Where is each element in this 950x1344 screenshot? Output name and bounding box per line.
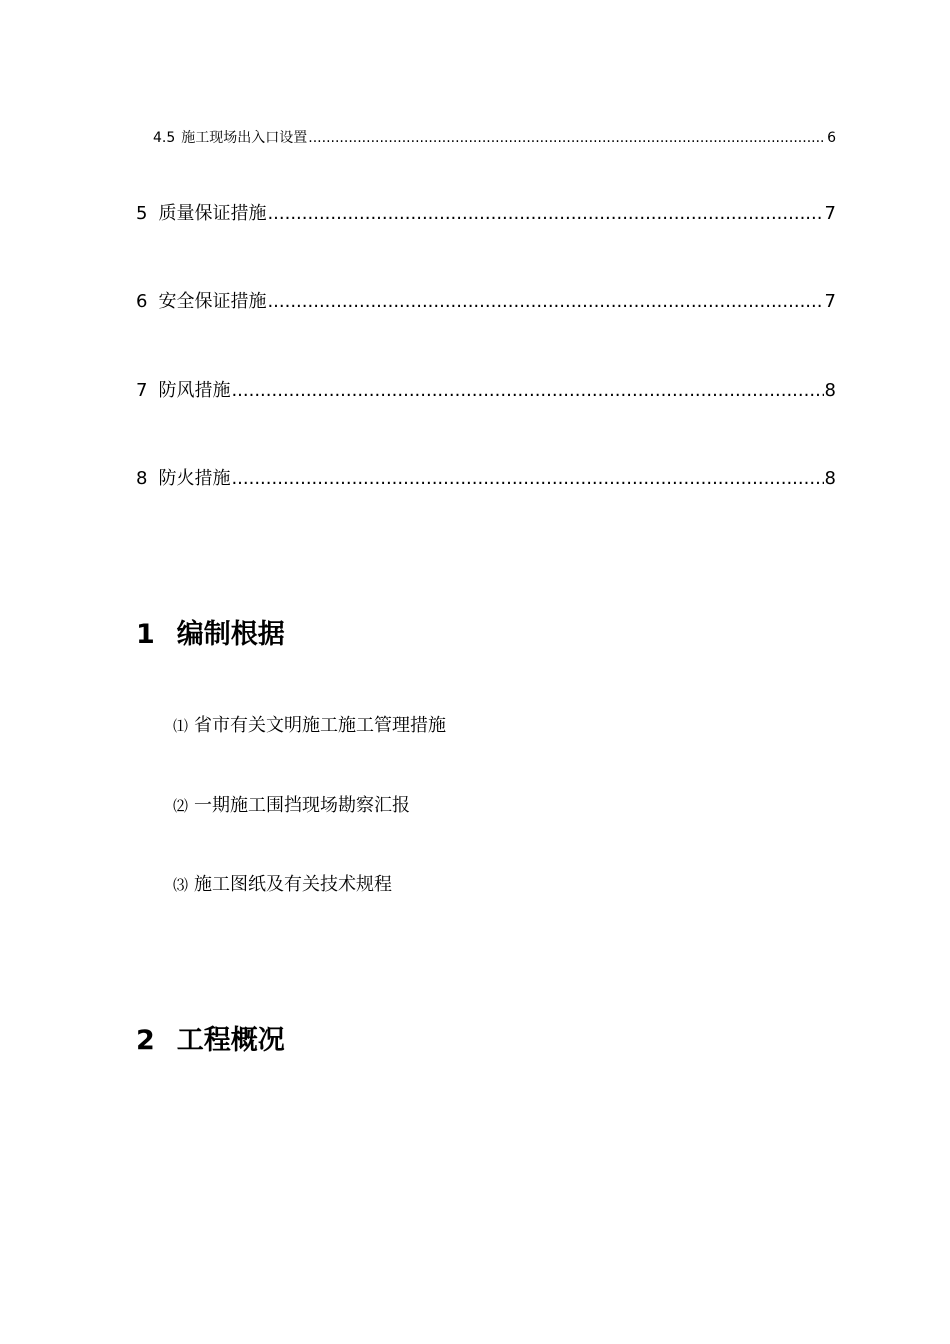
section-2-heading bbox=[136, 1018, 285, 1057]
toc-entry-page: 6 bbox=[827, 130, 836, 146]
toc-entry-page: 8 bbox=[824, 380, 836, 401]
toc-entry-6[interactable] bbox=[136, 287, 836, 313]
toc-entry-page: 7 bbox=[824, 291, 836, 312]
toc-entry-5[interactable] bbox=[136, 199, 836, 225]
toc-entry-title: 施工现场出入口设置 bbox=[181, 130, 308, 146]
toc-dot-leader bbox=[231, 380, 823, 401]
toc-entry-title: 质量保证措施 bbox=[158, 203, 267, 224]
toc-dot-leader bbox=[267, 291, 823, 312]
list-item bbox=[173, 870, 392, 896]
toc-dot-leader bbox=[267, 203, 823, 224]
list-item-text: 一期施工围挡现场勘察汇报 bbox=[194, 795, 411, 816]
list-marker: ⑶ bbox=[173, 876, 189, 894]
list-marker: ⑴ bbox=[173, 717, 189, 735]
toc-entry-4-5[interactable] bbox=[153, 127, 836, 147]
toc-entry-number: 7 bbox=[136, 380, 148, 401]
list-item-text: 施工图纸及有关技术规程 bbox=[194, 874, 393, 895]
toc-entry-title: 安全保证措施 bbox=[158, 291, 267, 312]
toc-entry-number: 6 bbox=[136, 291, 148, 312]
section-1-heading bbox=[136, 612, 285, 651]
section-title: 编制根据 bbox=[176, 619, 285, 650]
toc-entry-title: 防火措施 bbox=[158, 468, 231, 489]
toc-entry-number: 5 bbox=[136, 203, 148, 224]
section-title: 工程概况 bbox=[176, 1025, 285, 1056]
toc-entry-7[interactable] bbox=[136, 376, 836, 402]
toc-entry-page: 7 bbox=[824, 203, 836, 224]
toc-entry-number: 4.5 bbox=[153, 130, 176, 146]
section-number: 2 bbox=[136, 1025, 155, 1056]
list-marker: ⑵ bbox=[173, 797, 189, 815]
toc-dot-leader bbox=[231, 468, 823, 489]
toc-entry-page: 8 bbox=[824, 468, 836, 489]
list-item-text: 省市有关文明施工施工管理措施 bbox=[194, 715, 447, 736]
toc-entry-8[interactable] bbox=[136, 464, 836, 490]
toc-entry-number: 8 bbox=[136, 468, 148, 489]
section-number: 1 bbox=[136, 619, 155, 650]
list-item bbox=[173, 791, 410, 817]
toc-entry-title: 防风措施 bbox=[158, 380, 231, 401]
toc-dot-leader bbox=[308, 130, 826, 146]
list-item bbox=[173, 711, 446, 737]
